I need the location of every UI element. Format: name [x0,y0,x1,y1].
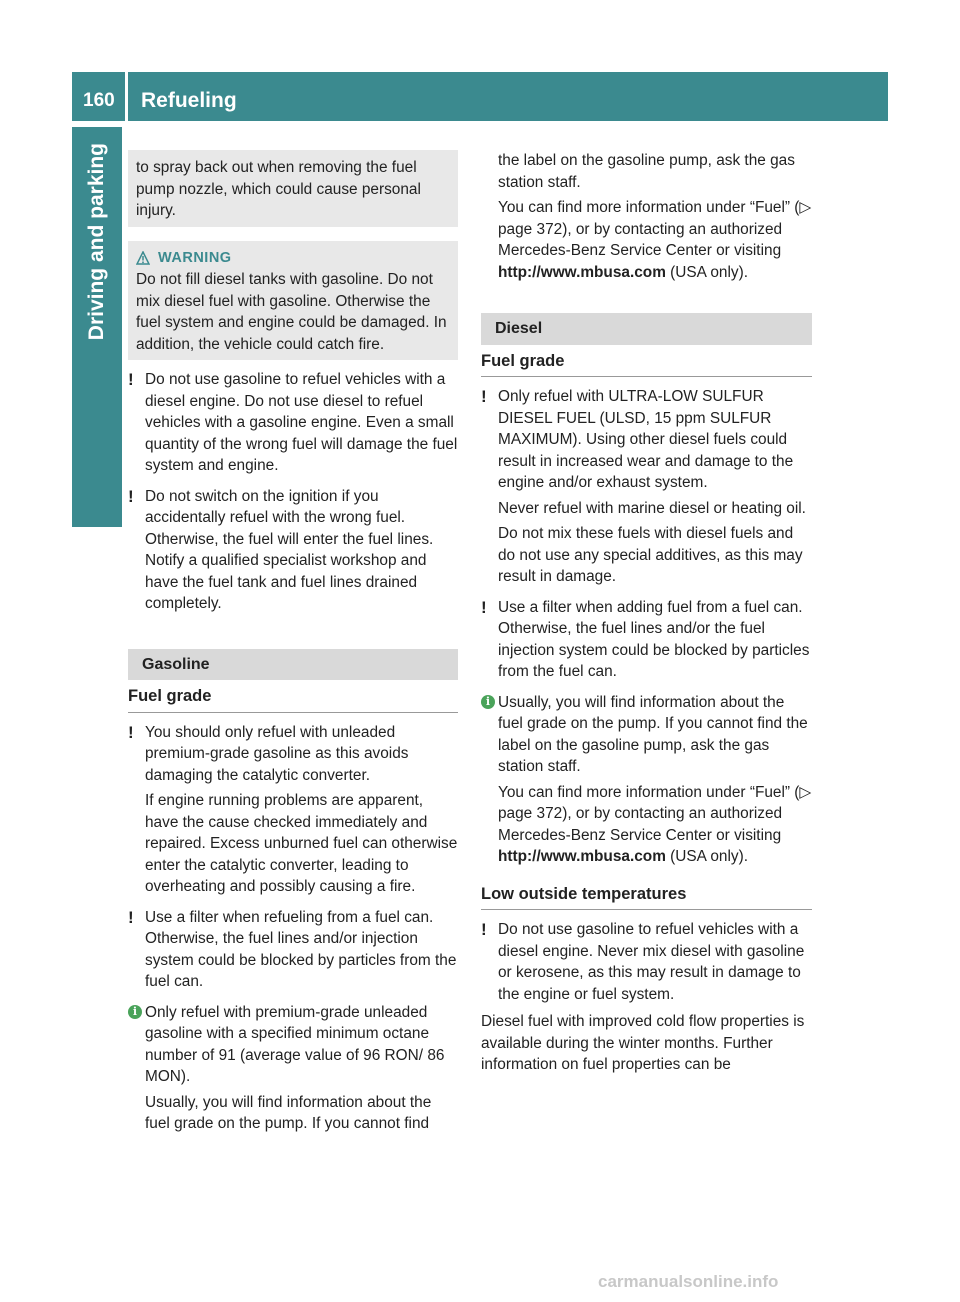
website-link[interactable]: http://www.mbusa.com [498,263,666,281]
right-column [481,150,812,1076]
warning-triangle-icon [136,251,150,265]
continued-warning-text: to spray back out when removing the fuel pump nozzle, which could cause personal injury. [136,159,421,219]
body-paragraph: Diesel fuel with improved cold flow properties is available during the winter months. Further information on fuel properties can be [481,1013,805,1073]
section-heading-gasoline: Gasoline [128,649,458,681]
watermark: carmanualsonline.info [598,1272,779,1291]
info-item [481,692,812,868]
info-text-part: (USA only). [665,848,748,865]
exclamation-icon: ! [128,486,134,506]
exclamation-icon: ! [128,370,134,389]
warning-text: Do not fill diesel tanks with gasoline. Do not mix diesel fuel with gasoline. Otherwise the fuel system and engine could be damaged. In addition, the vehicle could catch fire. [136,271,447,353]
note-item [481,919,812,1005]
info-text: Usually, you will find information about the fuel grade on the pump. If you cannot find [145,1093,432,1132]
note-text: If engine running problems are apparent, have the cause checked immediately and repaired. Excess unburned fuel can otherwise enter the catalytic converter, leading to overheating and possibly causing a fire. [145,792,458,895]
note-text: Do not switch on the ignition if you accidentally refuel with the wrong fuel. Otherwise, the fuel will enter the fuel lines. Notify a qualified specialist workshop and have the fuel tank and fuel lines drained completely. [145,487,434,612]
note-text: Use a filter when adding fuel from a fuel can. Otherwise, the fuel lines and/or the fuel injection system could be blocked by particles from the fuel can. [498,598,810,680]
info-text: Only refuel with premium-grade unleaded gasoline with a specified minimum octane number of 91 (average value of 96 RON/ 86 MON). [145,1003,445,1085]
subheading-low-temperatures: Low outside temperatures [481,878,812,911]
website-link[interactable]: http://www.mbusa.com [498,848,666,865]
continued-info [498,150,812,283]
note-item [128,722,458,898]
note-item [481,386,812,588]
info-text-part: (USA only). [665,263,748,281]
section-heading-diesel: Diesel [481,313,812,345]
info-text-part: You can find more information under “Fuel” (▷ page 372), or by contacting an authorized Mercedes-Benz Service Center or visiting [498,783,812,844]
info-item [128,1002,458,1135]
subheading-fuel-grade: Fuel grade [481,345,812,378]
info-icon: i [128,1005,142,1019]
header-separator [125,72,128,121]
note-text: Do not use gasoline to refuel vehicles with a diesel engine. Never mix diesel with gasoline or kerosene, as this may result in damage to the engine or fuel system. [498,921,805,1003]
note-text: Do not mix these fuels with diesel fuels and do not use any special additives, as this may result in damage. [498,525,803,585]
exclamation-icon: ! [481,920,487,939]
note-text: Only refuel with ULTRA-LOW SULFUR DIESEL FUEL (ULSD, 15 ppm SULFUR MAXIMUM). Using other diesel fuels could result in increased wear and damage to the engine and/or exhaust system. [498,388,794,491]
note-text: Never refuel with marine diesel or heating oil. [498,499,806,517]
continued-warning-box [128,150,458,227]
note-text: Do not use gasoline to refuel vehicles with a diesel engine. Do not use diesel to refuel vehicles with a gasoline engine. Even a small quantity of the wrong fuel will damage the fuel system and engine. [145,371,458,474]
note-item [481,597,812,683]
left-column [128,150,458,1139]
warning-box [128,241,458,361]
side-tab-label: Driving and parking [85,143,108,341]
note-item [128,369,458,477]
side-tab [72,127,122,527]
warning-heading [136,248,450,270]
note-item [128,907,458,993]
exclamation-icon: ! [481,387,487,406]
exclamation-icon: ! [481,597,487,617]
exclamation-icon: ! [128,907,134,927]
note-item [128,486,458,615]
note-text: Use a filter when refueling from a fuel can. Otherwise, the fuel lines and/or injection system could be blocked by particles from the fuel can. [145,908,457,990]
subheading-fuel-grade: Fuel grade [128,680,458,713]
info-text [498,197,812,283]
page-title: Refueling [141,89,237,112]
page-number: 160 [83,90,115,111]
exclamation-icon: ! [128,722,134,742]
info-icon: i [481,695,495,709]
warning-label: WARNING [158,249,232,266]
info-text-part: You can find more information under “Fuel” (▷ page 372), or by contacting an authorized Mercedes-Benz Service Center or visiting [498,199,812,259]
info-text: the label on the gasoline pump, ask the gas station staff. [498,152,795,191]
note-text: You should only refuel with unleaded premium-grade gasoline as this avoids damaging the catalytic converter. [145,723,409,784]
info-text: Usually, you will find information about the fuel grade on the pump. If you cannot find the label on the gasoline pump, ask the gas station staff. [498,693,808,775]
info-text [498,782,812,868]
